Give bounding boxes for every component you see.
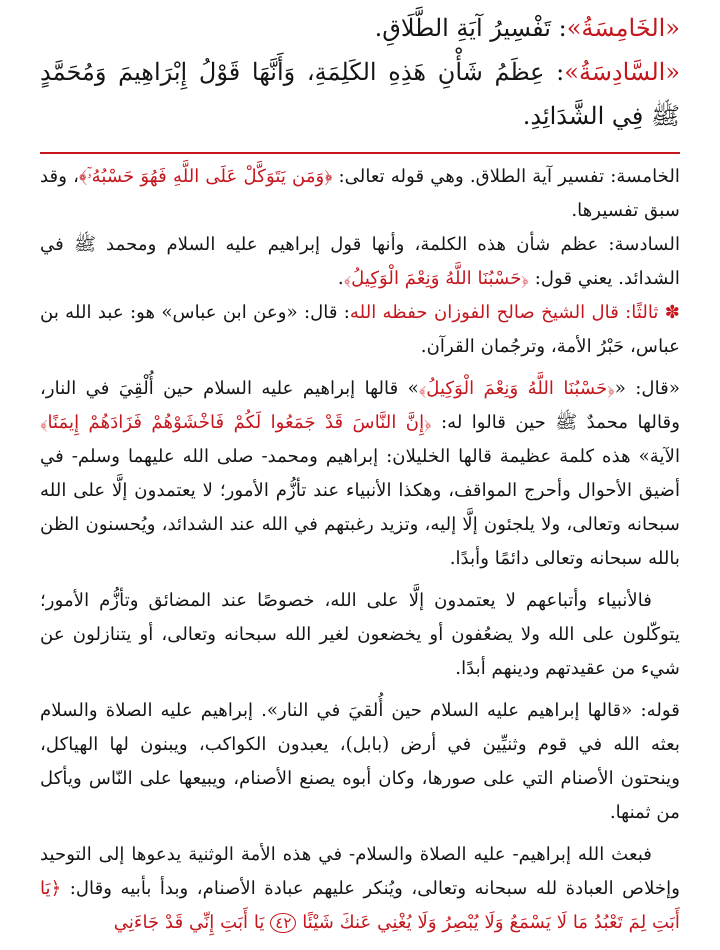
matn-point-five: [40, 6, 680, 50]
commentary-paragraph-1: [40, 372, 680, 576]
ayah-number-marker: ٤٢: [270, 913, 296, 933]
commentary-third-heading: [40, 296, 680, 364]
commentary-paragraph-4: [40, 838, 680, 940]
quran-verse: ﴿وَمَن يَتَوَكَّلْ عَلَى اللَّهِ فَهُوَ حَسْبُهُۥٓ﴾: [78, 166, 333, 187]
commentary-text: » قالها إبراهيم عليه السلام حين أُلْقِيَ في النار، وقالها محمدٌ ﷺ حين قالوا له:: [40, 378, 680, 433]
point-text-sixth: : عِظَمُ شَأْنِ هَذِهِ الكَلِمَةِ، وَأَنَّهَا قَوْلُ إِبْرَاهِيمَ وَمُحَمَّدٍ ﷺ فِي الشَّدَائِدِ.: [40, 58, 680, 130]
star-ornament-icon: ✽: [664, 302, 680, 323]
quran-verse: ﴿يَا أَبَتِ لِمَ تَعْبُدُ مَا لَا يَسْمَعُ وَلَا يُبْصِرُ وَلَا يُغْنِي عَنكَ شَيْئًا: [40, 878, 680, 933]
quran-verse: ﴿إِنَّ النَّاسَ قَدْ جَمَعُوا لَكُمْ فَاخْشَوْهُمْ فَزَادَهُمْ إِيمَنًا﴾: [40, 412, 432, 433]
point-text-fifth: : تَفْسِيرُ آيَةِ الطَّلَاقِ.: [374, 14, 567, 42]
commentary-text: فبعث الله إبراهيم- عليه الصلاة والسلام- في هذه الأمة الوثنية يدعوها إلى التوحيد وإخلاص العبادة لله سبحانه وتعالى، ويُنكر عليهم عبادة الأصنام، وبدأ بأبيه وقال:: [40, 844, 680, 899]
quran-verse: يَا أَبَتِ إِنِّي قَدْ جَاءَنِي: [113, 912, 265, 933]
commentary-text: .: [337, 268, 344, 289]
commentary-paragraph-3: قوله: «قالها إبراهيم عليه السلام حين أُلقيَ في النار». إبراهيم عليه الصلاة والسلام بعثه الله في قوم وثنيِّين في أرض (بابل)، يعبدون الكواكب، ويبنون لها الهياكل، وينحتون الأصنام التي على صورها، وكان أبوه يصنع الأصنام، ويبيعها على النّاس ويأكل من ثمنها.: [40, 700, 680, 823]
commentary-sixth: [40, 228, 680, 296]
commentary-text: ، وقد سبق تفسيرها.: [40, 166, 680, 221]
commentary-text: الآية» هذه كلمة عظيمة قالها الخليلان: إبراهيم ومحمد- صلى الله عليهما وسلم- في أضيق الأحوال وأحرج المواقف، وهكذا الأنبياء عند تأزُّم الأمور؛ لا يعتمدون إلَّا على الله سبحانه وتعالى، ولا يلجئون إلَّا إليه، وتزيد رغبتهم في الله عند الشدائد، ويُحسنون الظن بالله سبحانه وتعالى دائمًا وأبدًا.: [40, 446, 680, 569]
section-heading: ثالثًا: قال الشيخ صالح الفوزان حفظه الله: [349, 302, 665, 323]
commentary-paragraph-2: فالأنبياء وأتباعهم لا يعتمدون إلَّا على الله، خصوصًا عند المضائق وتأزُّم الأمور؛ يتوكّلون على الله ولا يضعُفون أو يخضعون لغير الله سبحانه وتعالى، أو يتنازلون عن شيء من عقيدتهم ودينهم أبدًا.: [40, 590, 680, 679]
point-label-sixth: «السَّادِسَةُ»: [564, 58, 680, 86]
commentary-text: السادسة: عظم شأن هذه الكلمة، وأنها قول إبراهيم عليه السلام ومحمد ﷺ في الشدائد. يعني قول:: [40, 234, 680, 289]
commentary-text: الخامسة: تفسير آية الطلاق. وهي قوله تعالى:: [332, 166, 680, 187]
commentary-text: : قال: «وعن ابن عباس» هو: عبد الله بن عباس، حَبْرُ الأمة، وترجُمان القرآن.: [40, 302, 680, 357]
commentary-text: «قال: «: [614, 378, 680, 399]
commentary-fifth: [40, 160, 680, 228]
point-label-fifth: «الخَامِسَةُ»: [566, 14, 680, 42]
quran-verse: ﴿حَسْبُنَا اللَّهُ وَنِعْمَ الْوَكِيلُ﴾: [418, 378, 615, 399]
section-divider: [40, 152, 680, 154]
matn-point-six: [40, 50, 680, 138]
quran-verse: ﴿حَسْبُنَا اللَّهُ وَنِعْمَ الْوَكِيلُ﴾: [343, 268, 529, 289]
